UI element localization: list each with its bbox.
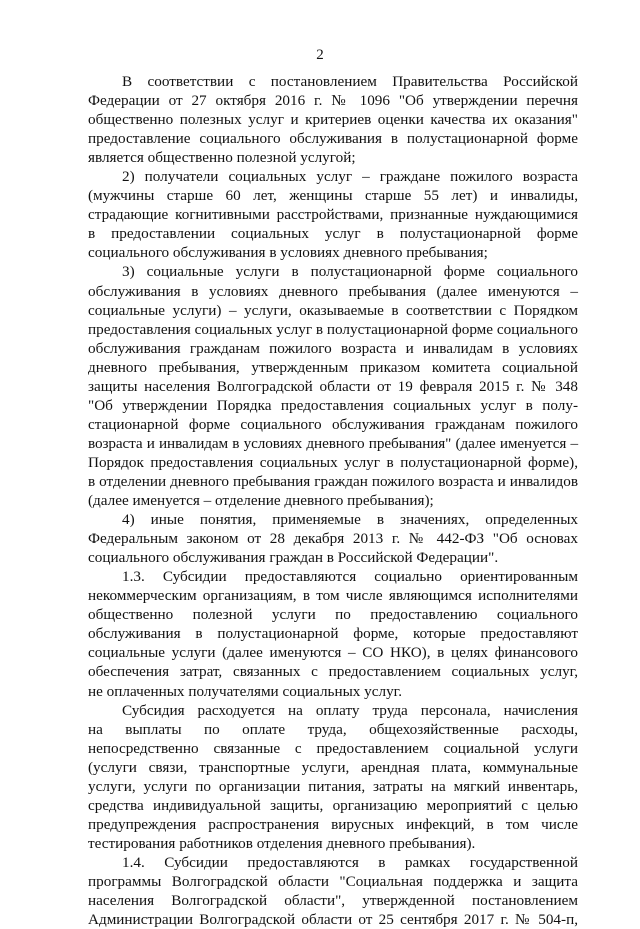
paragraph bbox=[88, 567, 578, 700]
text-line: "Об утверждении Порядка предоставления социальных услуг в полу- bbox=[88, 396, 578, 414]
text-line: в предоставлении социальных услуг в полустационарной форме bbox=[88, 225, 578, 243]
text-line: некоммерческим организациям, в том числе являющимся исполнителями bbox=[88, 587, 578, 605]
text-line: общественно полезной услуги по предоставлению социального bbox=[88, 606, 578, 624]
text-line: страдающие когнитивными расстройствами, признанные нуждающимися bbox=[88, 206, 578, 224]
text-line: обслуживания гражданам пожилого возраста и инвалидам в условиях bbox=[88, 339, 578, 357]
paragraph bbox=[88, 701, 578, 853]
text-line: общественно полезных услуг и критериев оценки качества их оказания" bbox=[88, 111, 578, 129]
text-line: (мужчины старше 60 лет, женщины старше 55 лет) и инвалиды, bbox=[88, 187, 578, 205]
paragraph bbox=[88, 510, 578, 567]
text-line: является общественно полезной услугой; bbox=[88, 149, 356, 167]
text-line: социального обслуживания в условиях дневного пребывания; bbox=[88, 244, 488, 262]
text-line: (услуги связи, транспортные услуги, арендная плата, коммунальные bbox=[88, 758, 578, 776]
text-line: 1.4. Субсидии предоставляются в рамках государственной bbox=[122, 853, 578, 871]
paragraph bbox=[88, 262, 578, 510]
text-line: возраста и инвалидам в условиях дневного пребывания" (далее именуется – bbox=[88, 434, 578, 452]
text-line: предоставление социального обслуживания в полустационарной форме bbox=[88, 130, 578, 148]
text-line: 3) социальные услуги в полустационарной форме социального bbox=[122, 263, 578, 281]
text-line: обслуживания в полустационарной форме, которые предоставляют bbox=[88, 625, 578, 643]
text-line: Администрации Волгоградской области от 25 сентября 2017 г. № 504-п, bbox=[88, 911, 578, 929]
paragraph bbox=[88, 72, 578, 167]
text-line: в отделении дневного пребывания граждан пожилого возраста и инвалидов bbox=[88, 472, 578, 490]
text-line: дневного пребывания, утвержденным приказом комитета социальной bbox=[88, 358, 578, 376]
text-line: социального обслуживания граждан в Российской Федерации". bbox=[88, 549, 499, 567]
text-line: населения Волгоградской области", утвержденной постановлением bbox=[88, 892, 578, 910]
text-line: социальные услуги (далее именуются – СО НКО), в целях финансового bbox=[88, 644, 578, 662]
text-line: тестирования работников отделения дневного пребывания). bbox=[88, 834, 476, 852]
text-line: предоставления социальных услуг в полустационарной форме социального bbox=[88, 320, 578, 338]
text-line: 4) иные понятия, применяемые в значениях, определенных bbox=[122, 511, 578, 529]
text-line: программы Волгоградской области "Социальная поддержка и защита bbox=[88, 872, 578, 890]
text-line: защиты населения Волгоградской области от 19 февраля 2015 г. № 348 bbox=[88, 377, 578, 395]
paragraph bbox=[88, 167, 578, 262]
text-line: Порядок предоставления социальных услуг в полустационарной форме), bbox=[88, 453, 578, 471]
text-line: 1.3. Субсидии предоставляются социально ориентированным bbox=[122, 568, 578, 586]
paragraph bbox=[88, 853, 578, 929]
text-line: стационарной форме социального обслуживания гражданам пожилого bbox=[88, 415, 578, 433]
text-line: непосредственно связанные с предоставлением социальной услуги bbox=[88, 739, 578, 757]
text-line: обслуживания в условиях дневного пребывания (далее именуются – bbox=[88, 282, 578, 300]
text-line: Федеральным законом от 28 декабря 2013 г. № 442-ФЗ "Об основах bbox=[88, 530, 578, 548]
document-body bbox=[88, 72, 578, 929]
text-line: 2) получатели социальных услуг – граждане пожилого возраста bbox=[122, 168, 578, 186]
text-line: предупреждения распространения вирусных инфекций, в том числе bbox=[88, 815, 578, 833]
text-line: В соответствии с постановлением Правительства Российской bbox=[122, 73, 578, 90]
text-line: обеспечения затрат, связанных с предоставлением социальных услуг, bbox=[88, 663, 578, 681]
text-line: не оплаченных получателями социальных услуг. bbox=[88, 682, 402, 700]
text-line: услуги, услуги по организации питания, затраты на мягкий инвентарь, bbox=[88, 777, 578, 795]
text-line: на выплаты по оплате труда, общехозяйственные расходы, bbox=[88, 720, 578, 738]
text-line: (далее именуется – отделение дневного пребывания); bbox=[88, 492, 434, 510]
text-line: средства индивидуальной защиты, организацию мероприятий с целью bbox=[88, 796, 578, 814]
text-line: социальные услуги) – услуги, оказываемые в соответствии с Порядком bbox=[88, 301, 578, 319]
text-line: Федерации от 27 октября 2016 г. № 1096 "Об утверждении перечня bbox=[88, 92, 578, 110]
page-number: 2 bbox=[316, 47, 324, 63]
text-line: Субсидия расходуется на оплату труда персонала, начисления bbox=[122, 701, 578, 719]
